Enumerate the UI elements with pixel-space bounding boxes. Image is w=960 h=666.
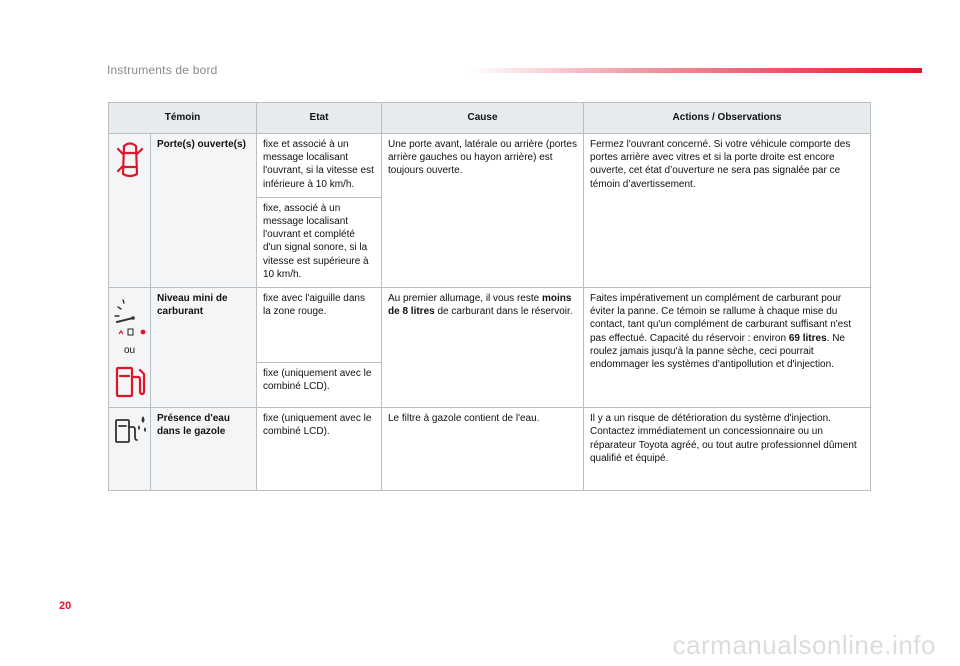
table-row [109, 288, 871, 363]
indicator-name: Présence d'eau dans le gazole [151, 408, 257, 491]
water-in-diesel-icon [113, 414, 151, 446]
etat-cell: fixe, associé à un message localisant l'ouvrant et complété d'un signal sonore, si la vitesse est supérieure à 10 km/h. [257, 197, 382, 287]
or-label: ou [123, 345, 136, 357]
door-open-icon [115, 140, 145, 180]
etat-cell: fixe avec l'aiguille dans la zone rouge. [257, 288, 382, 363]
warning-lights-table [108, 102, 871, 491]
door-open-icon-cell [109, 134, 151, 288]
cause-cell: Une porte avant, latérale ou arrière (portes arrière gauches ou hayon arrière) est toujours ouverte. [382, 134, 584, 288]
table-header-row [109, 103, 871, 134]
indicator-name: Niveau mini de carburant [151, 288, 257, 408]
fuel-gauge-icon [113, 294, 151, 340]
column-header-temoin: Témoin [109, 103, 257, 134]
etat-cell: fixe (uniquement avec le combiné LCD). [257, 408, 382, 491]
column-header-etat: Etat [257, 103, 382, 134]
cause-cell [382, 288, 584, 408]
tank-capacity: 69 litres [788, 332, 827, 344]
actions-cell: Il y a un risque de détérioration du système d'injection. Contactez immédiatement un concessionnaire ou un réparateur Toyota agréé, ou tout autre professionnel dûment qualifié et équipé. [584, 408, 871, 491]
page-number: 20 [59, 600, 72, 612]
actions-cell: Fermez l'ouvrant concerné. Si votre véhicule comporte des portes arrière avec vitres et si la porte droite est encore ouverte, cet état d’ouverture ne sera pas signalée par ce témoin d’avertissement. [584, 134, 871, 288]
cause-text: de carburant dans le réservoir. [434, 306, 573, 318]
actions-text: . Ne roulez jamais jusqu'à la panne sèche, ceci pourrait endommager les systèmes d'antipollution et d'injection. [590, 332, 845, 371]
watermark: carmanualsonline.info [672, 630, 936, 660]
page-section-title: Instruments de bord [107, 63, 218, 77]
table-row [109, 408, 871, 491]
cause-fuel-amount: moins de 8 litres [388, 293, 572, 318]
fuel-pump-icon [113, 363, 147, 401]
actions-text: Faites impérativement un complément de carburant pour éviter la panne. Ce témoin se rallume à chaque mise du contact, tant qu'un complément de carburant suffisant n'est pas effectué. Capacité du réservoir : environ [590, 293, 852, 344]
cause-cell: Le filtre à gazole contient de l'eau. [382, 408, 584, 491]
etat-cell: fixe (uniquement avec le combiné LCD). [257, 363, 382, 408]
header-red-rule [470, 68, 922, 73]
column-header-actions: Actions / Observations [584, 103, 871, 134]
actions-cell [584, 288, 871, 408]
cause-text: Au premier allumage, il vous reste [388, 293, 542, 305]
indicator-name: Porte(s) ouverte(s) [151, 134, 257, 288]
etat-cell: fixe et associé à un message localisant l'ouvrant, si la vitesse est inférieure à 10 km/h. [257, 134, 382, 198]
water-in-diesel-icon-cell [109, 408, 151, 491]
table-row [109, 134, 871, 198]
column-header-cause: Cause [382, 103, 584, 134]
low-fuel-icon-cell [109, 288, 151, 408]
